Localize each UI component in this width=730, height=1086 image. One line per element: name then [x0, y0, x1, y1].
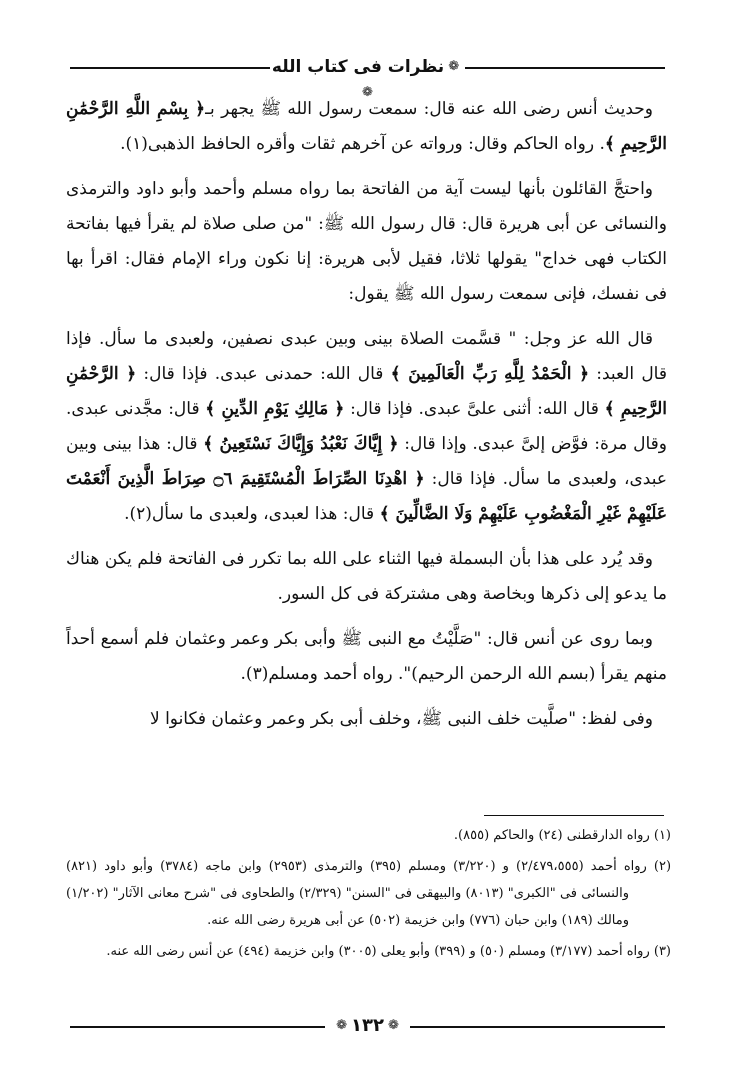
main-text — [66, 92, 667, 747]
page-number: ١٣٢ — [351, 1015, 384, 1036]
text-run: وبما روى عن أنس قال: "صَلَّيْتُ مع النبى ﷺ وأبى بكر وعمر وعثمان فلم أسمع أحداً منهم يقرأ (بسم الله الرحمن الرحيم)". رواه أحمد ومسلم(٣). — [66, 629, 667, 684]
body-paragraph — [66, 172, 667, 312]
flower-ornament-icon: ❁ — [387, 1018, 399, 1033]
header-rule-left — [70, 67, 270, 69]
page-footer — [70, 1012, 665, 1042]
footer-rule-left — [70, 1026, 325, 1028]
text-run: قال: هذا بينى وبين عبدى، ولعبدى ما سأل. فإذا قال: — [66, 434, 667, 489]
body-paragraph — [66, 622, 667, 692]
footer-rule-right — [410, 1026, 665, 1028]
body-paragraph — [66, 92, 667, 162]
footnotes — [66, 822, 671, 969]
quran-quote: ﴿ اهْدِنَا الصِّرَاطَ الْمُسْتَقِيمَ ۝٦ صِرَاطَ الَّذِينَ أَنْعَمْتَ عَلَيْهِمْ غَيْرِ الْمَغْضُوبِ عَلَيْهِمْ وَلَا الضَّالِّينَ ﴾ — [66, 469, 667, 524]
quran-quote: ﴿ مَالِكِ يَوْمِ الدِّينِ ﴾ — [205, 399, 345, 419]
quran-quote: ﴿ الْحَمْدُ لِلَّهِ رَبِّ الْعَالَمِينَ ﴾ — [390, 364, 590, 384]
text-run: واحتجَّ القائلون بأنها ليست آية من الفاتحة بما رواه مسلم وأحمد وأبو داود والترمذى والنسائى عن أبى هريرة قال: قال رسول الله ﷺ: "من صلى صلاة لم يقرأ فيها بفاتحة الكتاب فهى خداج" يقولها ثلاثا، فقيل لأبى هريرة: إنا نكون وراء الإمام فقال: اقرأ بها فى نفسك، فإنى سمعت رسول الله ﷺ يقول: — [66, 179, 667, 304]
text-run: . رواه الحاكم وقال: ورواته عن آخرهم ثقات وأقره الحافظ الذهبى(١). — [120, 134, 605, 154]
page-number-block — [325, 1012, 410, 1040]
quran-quote: ﴿ بِسْمِ اللَّهِ الرَّحْمَٰنِ الرَّحِيمِ ﴾ — [66, 99, 667, 154]
flower-ornament-icon: ❁ — [448, 59, 460, 74]
text-run: وحديث أنس رضى الله عنه قال: سمعت رسول الله ﷺ يجهر بـ — [205, 99, 653, 119]
body-paragraph — [66, 322, 667, 532]
text-run: قال: هذا لعبدى، ولعبدى ما سأل(٢). — [124, 504, 380, 524]
quran-quote: ﴿ إِيَّاكَ نَعْبُدُ وَإِيَّاكَ نَسْتَعِينُ ﴾ — [203, 434, 399, 454]
text-run: قال الله: أثنى علىَّ عبدى. فإذا قال: — [344, 399, 605, 419]
flower-ornament-icon: ❁ — [336, 1018, 348, 1033]
text-run: وقد يُرد على هذا بأن البسملة فيها الثناء على الله بما تكرر فى الفاتحة فلم يكن هناك ما يدعو إلى ذكرها وبخاصة وهى مشتركة فى كل السور. — [66, 549, 667, 604]
running-header — [70, 54, 665, 100]
body-paragraph — [66, 542, 667, 612]
header-rule-right — [465, 67, 665, 69]
book-title: نظرات فى كتاب الله — [271, 57, 445, 77]
footnote: (٢) رواه أحمد (٢/٤٧٩،٥٥٥) و (٣/٢٢٠) ومسلم (٣٩٥) والترمذى (٢٩٥٣) وابن ماجه (٣٧٨٤) وأبو داود (٨٢١) والنسائى فى "الكبرى" (٨٠١٣) والبيهقى فى "السنن" (٢/٣٢٩) والطحاوى فى "شرح معانى الآثار" (١/٢٠٢) ومالك (١٨٩) وابن حبان (٧٧٦) وابن خزيمة (٥٠٢) عن أبى هريرة رضى الله عنه. — [66, 859, 672, 928]
text-run: قال: مجَّدنى عبدى. وقال مرة: فوَّض إلىَّ عبدى. وإذا قال: — [66, 399, 667, 454]
text-run: قال الله: حمدنى عبدى. فإذا قال: — [136, 364, 391, 384]
footnote-separator — [484, 815, 664, 816]
footnote: (٣) رواه أحمد (٣/١٧٧) ومسلم (٥٠) و (٣٩٩) وأبو يعلى (٣٠٠٥) وابن خزيمة (٤٩٤) عن أنس رضى الله عنه. — [106, 944, 671, 959]
flower-ornament-icon: ❁ — [362, 85, 373, 100]
quran-quote: ﴿ الرَّحْمَٰنِ الرَّحِيمِ ﴾ — [66, 364, 667, 419]
text-run: قال الله عز وجل: " قسَّمت الصلاة بينى وبين عبدى نصفين، ولعبدى ما سأل. فإذا قال العبد: — [66, 329, 667, 384]
text-run: وفى لفظ: "صلَّيت خلف النبى ﷺ، وخلف أبى بكر وعمر وعثمان فكانوا لا — [149, 709, 653, 729]
body-paragraph — [66, 702, 667, 737]
footnote: (١) رواه الدارقطنى (٢٤) والحاكم (٨٥٥). — [453, 828, 671, 843]
